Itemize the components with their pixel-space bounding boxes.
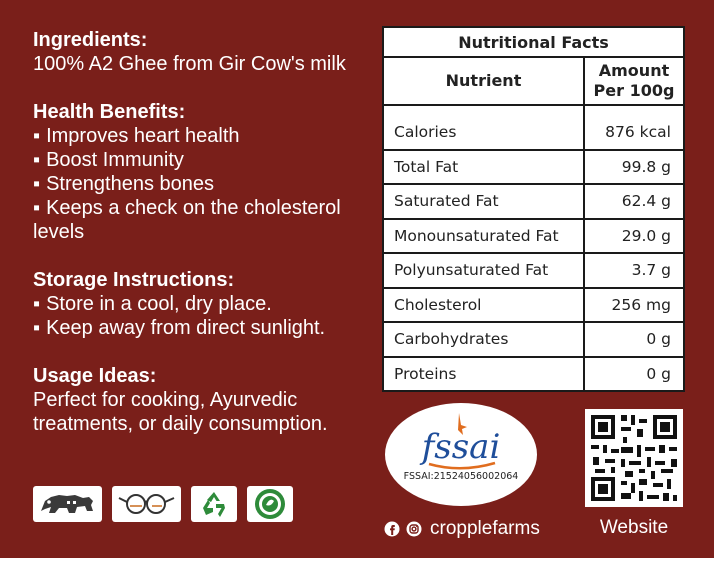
health-benefits-section bbox=[33, 100, 373, 244]
nutrient-name: Saturated Fat bbox=[383, 184, 584, 219]
table-row bbox=[383, 357, 684, 392]
nutrient-amount: 256 mg bbox=[584, 288, 684, 323]
storage-section bbox=[33, 268, 373, 340]
list-item: ▪ Strengthens bones bbox=[33, 172, 373, 196]
fssai-logo-text: fssai bbox=[421, 427, 501, 467]
fssai-logo-icon bbox=[385, 403, 537, 506]
usage-heading: Usage Ideas: bbox=[33, 365, 157, 387]
nutrient-amount: 876 kcal bbox=[584, 115, 684, 150]
nutrient-amount: 0 g bbox=[584, 322, 684, 357]
info-column bbox=[33, 28, 373, 460]
nutrient-name: Monounsaturated Fat bbox=[383, 219, 584, 254]
fssai-license-number: FSSAI:21524056002064 bbox=[403, 471, 519, 482]
ingredients-text: 100% A2 Ghee from Gir Cow's milk bbox=[33, 53, 346, 75]
nutrition-table bbox=[382, 26, 685, 392]
website-qr-code[interactable] bbox=[585, 409, 683, 507]
storage-heading: Storage Instructions: bbox=[33, 269, 235, 291]
table-row bbox=[383, 322, 684, 357]
column-header-amount: Amount Per 100g bbox=[584, 57, 684, 105]
table-row bbox=[383, 150, 684, 185]
nutrient-name: Polyunsaturated Fat bbox=[383, 253, 584, 288]
list-item: ▪ Improves heart health bbox=[33, 124, 373, 148]
list-item: ▪ Keep away from direct sunlight. bbox=[33, 316, 373, 340]
nutrient-name: Calories bbox=[383, 115, 584, 150]
nutrient-name: Total Fat bbox=[383, 150, 584, 185]
nutrient-amount: 3.7 g bbox=[584, 253, 684, 288]
instagram-icon[interactable] bbox=[406, 521, 422, 537]
list-item: ▪ Store in a cool, dry place. bbox=[33, 292, 373, 316]
fssai-badge bbox=[385, 403, 537, 506]
table-row bbox=[383, 288, 684, 323]
health-benefits-list bbox=[33, 124, 373, 244]
table-row bbox=[383, 184, 684, 219]
list-item: ▪ Boost Immunity bbox=[33, 148, 373, 172]
recycle-icon bbox=[191, 486, 237, 522]
nutrient-amount: 62.4 g bbox=[584, 184, 684, 219]
storage-list bbox=[33, 292, 373, 340]
usage-section bbox=[33, 364, 373, 436]
column-header-nutrient: Nutrient bbox=[383, 57, 584, 105]
ingredients-heading: Ingredients: bbox=[33, 29, 148, 51]
ingredients-section bbox=[33, 28, 373, 76]
nutrient-name: Proteins bbox=[383, 357, 584, 392]
nutrient-name: Cholesterol bbox=[383, 288, 584, 323]
make-in-india-lion-icon bbox=[33, 486, 102, 522]
usage-text: Perfect for cooking, Ayurvedic treatments, or daily consumption. bbox=[33, 389, 328, 435]
table-row bbox=[383, 253, 684, 288]
table-row bbox=[383, 219, 684, 254]
list-item: ▪ Keeps a check on the cholesterol levels bbox=[33, 196, 373, 244]
health-benefits-heading: Health Benefits: bbox=[33, 101, 186, 123]
nutrient-amount: 99.8 g bbox=[584, 150, 684, 185]
organic-seal-icon bbox=[247, 486, 293, 522]
nutrient-amount: 0 g bbox=[584, 357, 684, 392]
nutrient-amount: 29.0 g bbox=[584, 219, 684, 254]
nutrient-name: Carbohydrates bbox=[383, 322, 584, 357]
nutrition-title: Nutritional Facts bbox=[383, 27, 684, 57]
social-handle[interactable]: cropplefarms bbox=[430, 518, 540, 539]
table-row bbox=[383, 115, 684, 150]
facebook-icon[interactable] bbox=[384, 521, 400, 537]
website-link[interactable]: Website bbox=[599, 517, 669, 538]
social-links bbox=[384, 518, 540, 540]
certification-badges bbox=[33, 486, 293, 522]
swachh-bharat-glasses-icon bbox=[112, 486, 181, 522]
